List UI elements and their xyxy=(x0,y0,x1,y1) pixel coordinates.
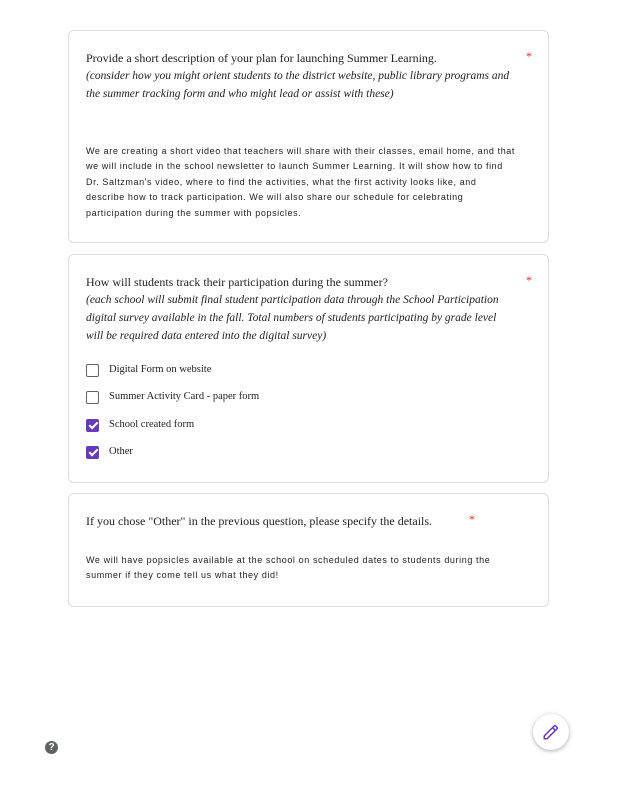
required-asterisk: * xyxy=(526,273,532,287)
question-card-tracking xyxy=(68,254,549,483)
checkbox-label: Summer Activity Card - paper form xyxy=(109,391,260,402)
checkbox-option-activity-card[interactable] xyxy=(86,389,259,405)
checkbox-label: Other xyxy=(109,446,133,457)
checkbox-option-school-form[interactable] xyxy=(86,417,194,433)
checkbox-checked[interactable] xyxy=(86,419,99,432)
answer-text[interactable]: We are creating a short video that teachers will share with their classes, email home, and that we will include in the school newsletter to launch Summer Learning. It will show how to find Dr. Saltzman's video, where to find the activities, what the first activity looks like, and describe how to track participation. We will also share our schedule for celebrating participation during the summer with popsicles. xyxy=(86,146,516,218)
required-asterisk: * xyxy=(526,49,532,63)
question-card-other-details xyxy=(68,493,549,607)
required-asterisk: * xyxy=(469,512,475,526)
answer-text[interactable]: We will have popsicles available at the school on scheduled dates to students during the summer if they come tell us what they did! xyxy=(86,555,491,581)
question-card-plan xyxy=(68,30,549,243)
pencil-edit-icon xyxy=(542,723,560,741)
checkbox[interactable] xyxy=(86,364,99,377)
question-title: How will students track their participation during the summer? xyxy=(86,275,388,289)
checkbox-label: School created form xyxy=(109,419,195,430)
checkbox[interactable] xyxy=(86,391,99,404)
checkbox-label: Digital Form on website xyxy=(109,364,212,375)
checkbox-option-other[interactable] xyxy=(86,444,133,460)
checkbox-option-digital-form[interactable] xyxy=(86,362,211,378)
question-description: (consider how you might orient students to the district website, public library programs and the summer tracking form and who might lead or assist with these) xyxy=(86,70,510,100)
edit-response-button[interactable] xyxy=(533,714,569,750)
checkbox-checked[interactable] xyxy=(86,446,99,459)
question-title: Provide a short description of your plan for launching Summer Learning. xyxy=(86,51,437,65)
question-description: (each school will submit final student participation data through the School Participation digital survey available in the fall. Total numbers of students participating by grade level will be required data entered into the digital survey) xyxy=(86,294,499,342)
question-title: If you chose "Other" in the previous question, please specify the details. xyxy=(86,514,433,528)
help-circle-icon[interactable]: ? xyxy=(45,741,58,754)
